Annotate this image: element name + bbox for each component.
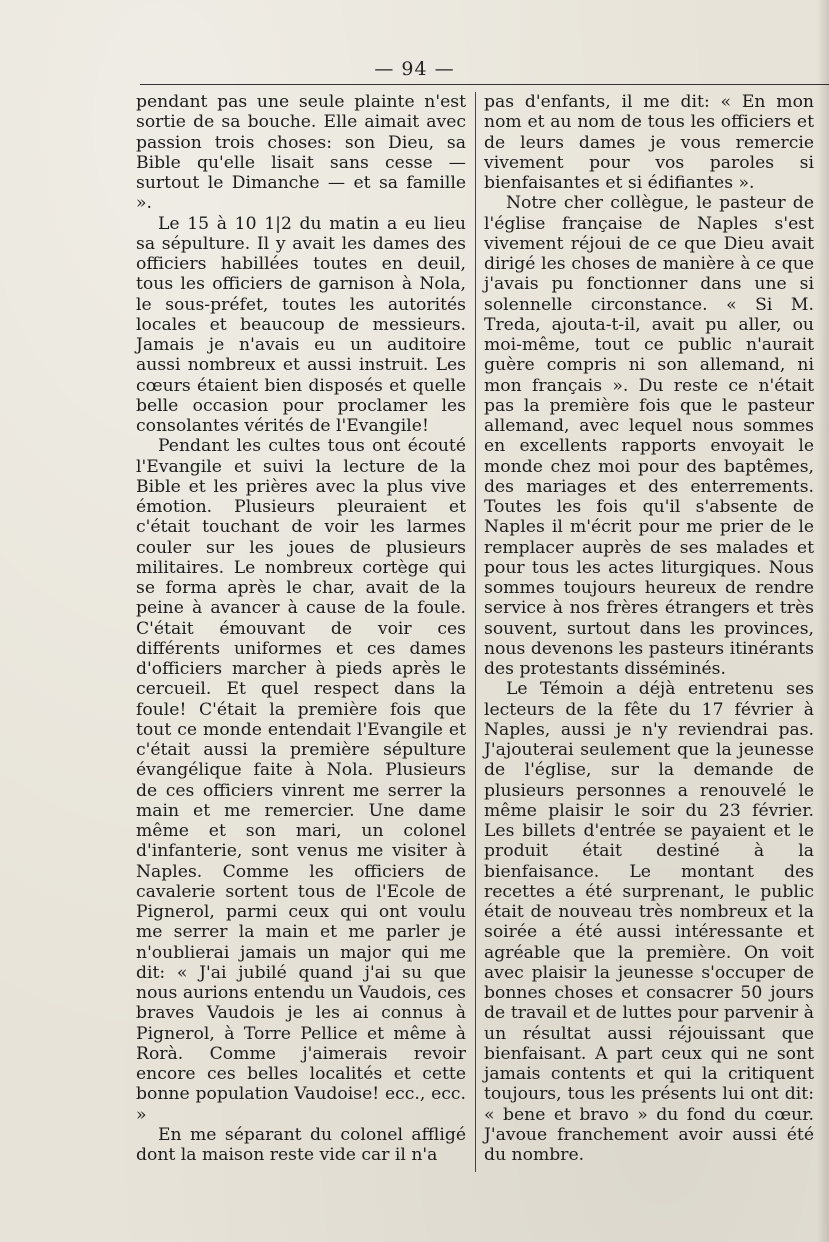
paragraph: Notre cher collègue, le pasteur de l'église française de Naples s'est vivement réjoui de ce que Dieu avait dirigé les choses de manière à ce que j'avais pu fonctionner dans une si solennelle circonstance. « Si M. Treda, ajouta-t-il, avait pu aller, ou moi-même, tout ce public n'aurait guère compris ni son allemand, ni mon français ». Du reste ce n'était pas la première fois que le pasteur allemand, avec lequel nous sommes en excellents rapports envoyait le monde chez moi pour des baptêmes, des mariages et des enterrements. Toutes les fois qu'il s'absente de Naples il m'écrit pour me prier de le remplacer auprès de ses malades et pour tous les actes liturgiques. Nous sommes toujours heureux de rendre service à nos frères étrangers et très souvent, surtout dans les provinces, nous devenons les pasteurs itinérants des protestants disséminés. xyxy=(484,193,814,679)
paragraph: En me séparant du colonel affligé dont la maison reste vide car il n'a xyxy=(136,1124,466,1165)
right-column xyxy=(484,92,814,1165)
paragraph: pendant pas une seule plainte n'est sortie de sa bouche. Elle aimait avec passion trois choses: son Dieu, sa Bible qu'elle lisait sans cesse — surtout le Dimanche — et sa famille ». xyxy=(136,92,466,214)
paragraph: Le Témoin a déjà entretenu ses lecteurs de la fête du 17 février à Naples, aussi je n'y reviendrai pas. J'ajouterai seulement que la jeunesse de l'église, sur la demande de plusieurs personnes a renouvelé le même plaisir le soir du 23 février. Les billets d'entrée se payaient et le produit était destiné à la bienfaisance. Le montant des recettes a été surprenant, le public était de nouveau très nombreux et la soirée a été aussi intéressante et agréable que la première. On voit avec plaisir la jeunesse s'occuper de bonnes choses et consacrer 50 jours de travail et de luttes pour parvenir à un résultat aussi réjouissant que bienfaisant. A part ceux qui ne sont jamais contents et qui la critiquent toujours, tous les présents lui ont dit: « bene et bravo » du fond du cœur. J'avoue franchement avoir aussi été du nombre. xyxy=(484,679,814,1165)
paragraph: pas d'enfants, il me dit: « En mon nom et au nom de tous les officiers et de leurs dames je vous remercie vivement pour vos paroles si bienfaisantes et si édifiantes ». xyxy=(484,92,814,193)
column-divider xyxy=(475,92,476,1172)
page-number: — 94 — xyxy=(374,58,455,80)
left-column xyxy=(136,92,466,1165)
paragraph: Pendant les cultes tous ont écouté l'Evangile et suivi la lecture de la Bible et les prières avec la plus vive émotion. Plusieurs pleuraient et c'était touchant de voir les larmes couler sur les joues de plusieurs militaires. Le nombreux cortège qui se forma après le char, avait de la peine à avancer à cause de la foule. C'était émouvant de voir ces différents uniformes et ces dames d'officiers marcher à pieds après le cercueil. Et quel respect dans la foule! C'était la première fois que tout ce monde entendait l'Evangile et c'était aussi la première sépulture évangélique faite à Nola. Plusieurs de ces officiers vinrent me serrer la main et me remercier. Une dame même et son mari, un colonel d'infanterie, sont venus me visiter à Naples. Comme les officiers de cavalerie sortent tous de l'Ecole de Pignerol, parmi ceux qui ont voulu me serrer la main et me parler je n'oublierai jamais un major qui me dit: « J'ai jubilé quand j'ai su que nous aurions entendu un Vaudois, ces braves Vaudois je les ai connus à Pignerol, à Torre Pellice et même à Rorà. Comme j'aimerais revoir encore ces belles localités et cette bonne population Vaudoise! ecc., ecc. » xyxy=(136,436,466,1125)
paragraph: Le 15 à 10 1|2 du matin a eu lieu sa sépulture. Il y avait les dames des officiers habillées toutes en deuil, tous les officiers de garnison à Nola, le sous-préfet, toutes les autorités locales et beaucoup de messieurs. Jamais je n'avais eu un auditoire aussi nombreux et aussi instruit. Les cœurs étaient bien disposés et quelle belle occasion pour proclamer les consolantes vérités de l'Evangile! xyxy=(136,213,466,436)
header-rule xyxy=(140,84,829,85)
page-edge-shadow xyxy=(817,0,829,1242)
